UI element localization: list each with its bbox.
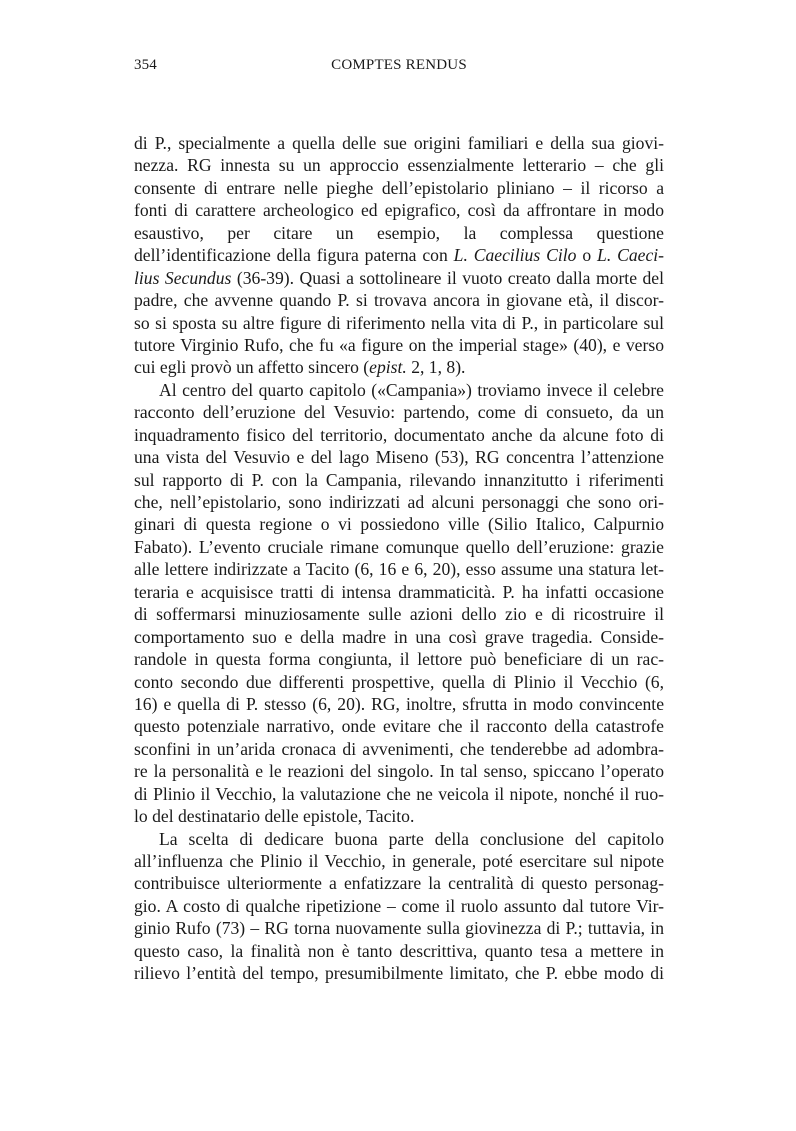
- text-segment: questo caso, la finalità non è tanto descrittiva, quanto tesa a mettere in: [134, 940, 664, 961]
- text-segment: di P., specialmente a quella delle sue origini familiari e della sua giovi-: [134, 133, 664, 153]
- text-segment: contribuisce ulteriormente a enfatizzare la centralità di questo personag-: [134, 873, 664, 894]
- italic-text: epist.: [369, 357, 407, 378]
- text-segment: di soffermarsi minuziosamente sulle azioni dello zio e di ricostruire il: [134, 604, 664, 625]
- text-segment: re la personalità e le reazioni del singolo. In tal senso, spiccano l’operato: [134, 761, 664, 782]
- text-line: [134, 244, 664, 266]
- text-line: [134, 783, 664, 805]
- text-segment: Al centro del quarto capitolo («Campania») troviamo invece il celebre: [159, 379, 664, 400]
- text-line: [134, 513, 664, 535]
- text-segment: teraria e acquisisce tratti di intensa drammaticità. P. ha infatti occasione: [134, 581, 664, 602]
- text-segment: questo potenziale narrativo, onde evitare che il racconto della catastrofe: [134, 716, 664, 737]
- text-line: [134, 962, 664, 984]
- text-line: [134, 379, 664, 401]
- text-segment: una vista del Vesuvio e del lago Miseno (53), RG concentra l’attenzione: [134, 447, 664, 468]
- text-segment: conto secondo due differenti prospettive, quella di Plinio il Vecchio (6,: [134, 671, 664, 692]
- text-line: [134, 289, 664, 311]
- text-segment: padre, che avvenne quando P. si trovava ancora in giovane età, il discor-: [134, 290, 664, 311]
- text-line: [134, 760, 664, 782]
- italic-text: L. Caecilius Cilo: [453, 245, 577, 266]
- text-line: [134, 177, 664, 199]
- text-segment: rilievo l’entità del tempo, presumibilmente limitato, che P. ebbe modo di: [134, 963, 664, 984]
- text-line: [134, 872, 664, 894]
- text-line: [134, 536, 664, 558]
- text-segment: lo del destinatario delle epistole, Tacito.: [134, 806, 415, 827]
- text-line: [134, 558, 664, 580]
- text-line: [134, 356, 664, 378]
- text-segment: racconto dell’eruzione del Vesuvio: partendo, come di consueto, da un: [134, 402, 664, 423]
- text-segment: comportamento suo e della madre in una così grave tragedia. Conside-: [134, 626, 664, 647]
- text-line: [134, 267, 664, 289]
- text-segment: consente di entrare nelle pieghe dell’epistolario pliniano – il ricorso a: [134, 177, 664, 198]
- text-line: [134, 199, 664, 221]
- text-segment: fonti di carattere archeologico ed epigrafico, così da affrontare in modo: [134, 200, 664, 221]
- text-line: [134, 648, 664, 670]
- text-line: [134, 626, 664, 648]
- text-line: [134, 940, 664, 962]
- text-segment: ginio Rufo (73) – RG torna nuovamente sulla giovinezza di P.; tuttavia, in: [134, 918, 664, 939]
- text-segment: nezza. RG innesta su un approccio essenzialmente letterario – che gli: [134, 155, 664, 176]
- text-line: [134, 491, 664, 513]
- text-segment: cui egli provò un affetto sincero (: [134, 357, 370, 378]
- text-segment: all’influenza che Plinio il Vecchio, in generale, poté esercitare sul nipote: [134, 851, 664, 871]
- text-line: [134, 828, 664, 850]
- text-segment: sul rapporto di P. con la Campania, rilevando innanzitutto i riferimenti: [134, 469, 664, 490]
- text-line: [134, 424, 664, 446]
- text-segment: esaustivo, per citare un esempio, la complessa questione: [134, 222, 664, 243]
- italic-text: L. Caeci-: [597, 245, 665, 266]
- running-title: COMPTES RENDUS: [331, 57, 467, 73]
- paragraph: [134, 379, 664, 828]
- text-line: [134, 312, 664, 334]
- text-line: [134, 671, 664, 693]
- text-segment: Fabato). L’evento cruciale rimane comunque quello dell’eruzione: grazie: [134, 536, 664, 557]
- running-head: [134, 57, 664, 79]
- text-segment: inquadramento fisico del territorio, documentato anche da alcune foto di: [134, 424, 664, 445]
- text-line: [134, 738, 664, 760]
- text-line: [134, 154, 664, 176]
- text-line: [134, 132, 664, 154]
- paragraph: [134, 132, 664, 379]
- text-segment: o: [576, 245, 598, 266]
- text-line: [134, 715, 664, 737]
- text-segment: ginari di questa regione o vi possiedono ville (Silio Italico, Calpurnio: [134, 514, 664, 535]
- text-line: [134, 917, 664, 939]
- text-segment: gio. A costo di qualche ripetizione – come il ruolo assunto dal tutore Vir-: [134, 895, 664, 916]
- text-line: [134, 401, 664, 423]
- text-line: [134, 693, 664, 715]
- text-segment: 2, 1, 8).: [406, 357, 466, 378]
- text-line: [134, 603, 664, 625]
- page-number: 354: [134, 57, 157, 73]
- text-segment: alle lettere indirizzate a Tacito (6, 16 e 6, 20), esso assume una statura let-: [134, 559, 664, 580]
- text-line: [134, 895, 664, 917]
- body-text: [134, 132, 664, 985]
- text-line: [134, 469, 664, 491]
- text-segment: La scelta di dedicare buona parte della conclusione del capitolo: [159, 828, 664, 849]
- text-line: [134, 446, 664, 468]
- italic-text: lius Secundus: [134, 267, 232, 288]
- text-segment: sconfini in un’arida cronaca di avvenimenti, che tenderebbe ad adombra-: [134, 738, 664, 759]
- text-line: [134, 334, 664, 356]
- text-segment: tutore Virginio Rufo, che fu «a figure on the imperial stage» (40), e verso: [134, 334, 664, 355]
- text-segment: di Plinio il Vecchio, la valutazione che ne veicola il nipote, nonché il ruo-: [134, 783, 664, 804]
- text-line: [134, 850, 664, 872]
- text-segment: che, nell’epistolario, sono indirizzati ad alcuni personaggi che sono ori-: [134, 492, 664, 512]
- text-line: [134, 805, 664, 827]
- text-segment: (36-39). Quasi a sottolineare il vuoto creato dalla morte del: [231, 267, 664, 288]
- text-line: [134, 581, 664, 603]
- text-line: [134, 222, 664, 244]
- text-segment: so si sposta su altre figure di riferimento nella vita di P., in particolare sul: [134, 312, 664, 333]
- text-segment: dell’identificazione della figura paterna con: [134, 245, 454, 266]
- paragraph: [134, 828, 664, 985]
- text-segment: 16) e quella di P. stesso (6, 20). RG, inoltre, sfrutta in modo convincente: [134, 693, 664, 714]
- text-segment: randole in questa forma congiunta, il lettore può beneficiare di un rac-: [134, 649, 664, 670]
